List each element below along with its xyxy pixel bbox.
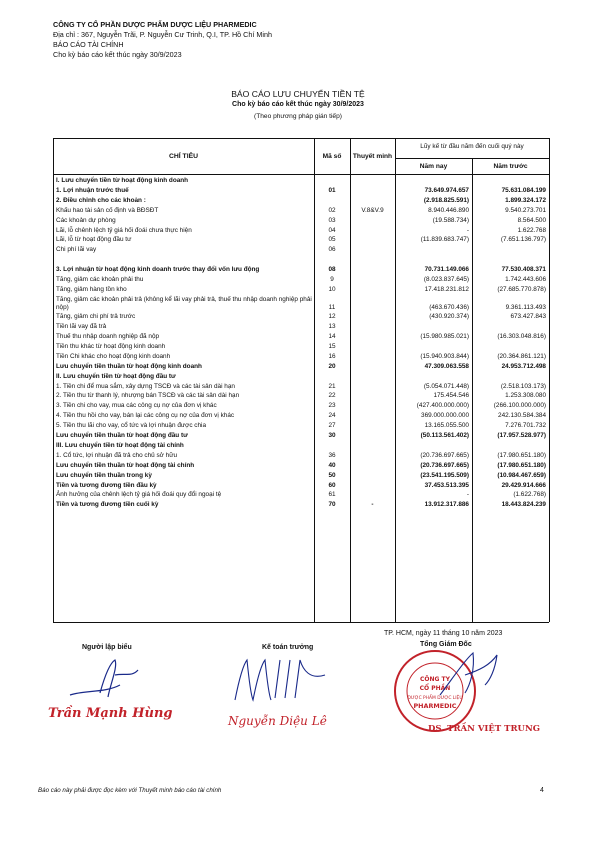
row-code: 04 bbox=[328, 226, 336, 234]
row-last-year: 673.427.843 bbox=[510, 313, 546, 321]
table-row bbox=[53, 296, 549, 313]
row-indicator: III. Lưu chuyển tiền từ hoạt động tài chính bbox=[56, 441, 184, 449]
row-last-year: 75.631.084.199 bbox=[501, 186, 546, 194]
row-code: 14 bbox=[328, 333, 336, 340]
signature-date: TP. HCM, ngày 11 tháng 10 năm 2023 bbox=[384, 630, 503, 637]
report-period: Cho kỳ báo cáo kết thúc ngày 30/9/2023 bbox=[53, 50, 182, 59]
table-row bbox=[53, 402, 549, 412]
report-subtitle: Cho kỳ báo cáo kết thúc ngày 30/9/2023 bbox=[232, 101, 364, 108]
preparer-signature bbox=[60, 655, 160, 705]
table-row bbox=[53, 266, 549, 276]
row-code: 06 bbox=[328, 246, 336, 254]
row-this-year: 47.309.063.558 bbox=[424, 362, 469, 370]
row-this-year: (19.588.734) bbox=[432, 216, 469, 224]
table-row bbox=[53, 373, 549, 383]
row-this-year: (15.980.985.021) bbox=[420, 333, 469, 340]
table-row bbox=[53, 323, 549, 333]
table-row bbox=[53, 286, 549, 296]
row-last-year: (17.980.651.180) bbox=[497, 461, 546, 469]
row-this-year: 70.731.149.066 bbox=[424, 266, 469, 274]
row-this-year: (8.023.837.645) bbox=[423, 276, 469, 283]
report-method: (Theo phương pháp gián tiếp) bbox=[254, 113, 342, 120]
svg-text:CỔ PHẦN: CỔ PHẦN bbox=[419, 685, 451, 692]
row-indicator: Tiền Chi khác cho hoạt động kinh doanh bbox=[56, 352, 171, 360]
row-last-year: 9.540.273.701 bbox=[505, 206, 546, 214]
row-last-year: 1.253.308.080 bbox=[505, 392, 546, 400]
svg-text:CÔNG TY: CÔNG TY bbox=[420, 676, 450, 683]
row-last-year: 24.953.712.498 bbox=[501, 362, 546, 370]
row-code: 10 bbox=[328, 285, 336, 293]
row-code: 70 bbox=[328, 501, 336, 509]
row-last-year: (16.303.048.816) bbox=[497, 333, 546, 340]
table-row bbox=[53, 491, 549, 501]
row-this-year: 175.454.546 bbox=[433, 392, 469, 400]
row-indicator: Ảnh hưởng của chênh lệch tỷ giá hối đoái quy đổi ngoại tệ bbox=[56, 491, 222, 499]
row-last-year: 29.429.914.666 bbox=[501, 481, 546, 489]
header-last-year: Năm trước bbox=[493, 163, 528, 170]
row-code: 15 bbox=[328, 342, 336, 350]
row-code: 30 bbox=[328, 432, 336, 439]
row-code: 36 bbox=[328, 451, 336, 459]
director-signature bbox=[435, 645, 515, 705]
table-row bbox=[53, 313, 549, 323]
row-indicator: I. Lưu chuyển tiền từ hoạt động kinh doanh bbox=[56, 177, 189, 184]
table-row bbox=[53, 432, 549, 442]
accountant-title: Kế toán trưởng bbox=[262, 644, 314, 651]
director-name: DS. TRẦN VIỆT TRUNG bbox=[428, 724, 541, 734]
report-type: BÁO CÁO TÀI CHÍNH bbox=[53, 40, 124, 49]
row-this-year: (11.839.683.747) bbox=[420, 236, 469, 244]
table-row bbox=[53, 187, 549, 197]
row-indicator: 1. Cổ tức, lợi nhuận đã trả cho chủ sở hữu bbox=[56, 451, 178, 459]
row-code: 23 bbox=[328, 402, 336, 410]
table-row bbox=[53, 177, 549, 187]
row-code: 13 bbox=[328, 323, 336, 331]
table-row bbox=[53, 256, 549, 266]
row-code: 27 bbox=[328, 422, 336, 430]
row-last-year: (266.100.000.000) bbox=[493, 402, 546, 410]
table-row bbox=[53, 383, 549, 393]
row-this-year: - bbox=[466, 226, 469, 234]
row-indicator: Lưu chuyển tiền thuần từ hoạt động kinh doanh bbox=[56, 362, 202, 370]
row-last-year: 77.530.408.371 bbox=[501, 266, 546, 274]
row-indicator: 2. Tiền thu từ thanh lý, nhượng bán TSCĐ và các tài sản dài hạn bbox=[56, 392, 240, 400]
row-code: 20 bbox=[328, 362, 336, 370]
row-last-year: 242.130.584.384 bbox=[498, 412, 546, 420]
table-row bbox=[53, 246, 549, 256]
company-name: CÔNG TY CỔ PHẦN DƯỢC PHẨM DƯỢC LIỆU PHARMEDIC bbox=[53, 20, 257, 29]
row-indicator: Tiền lãi vay đã trả bbox=[56, 323, 107, 331]
table-right-border bbox=[549, 138, 550, 622]
row-code: 24 bbox=[328, 412, 336, 420]
header-this-year: Năm nay bbox=[419, 163, 448, 170]
row-indicator: Khấu hao tài sản cố định và BĐSĐT bbox=[56, 206, 159, 214]
row-code: 21 bbox=[328, 382, 336, 390]
table-row bbox=[53, 236, 549, 246]
table-row bbox=[53, 363, 549, 373]
row-this-year: 13.165.055.500 bbox=[424, 422, 469, 430]
row-code: 9 bbox=[330, 276, 334, 283]
row-indicator: Thuế thu nhập doanh nghiệp đã nộp bbox=[56, 333, 160, 340]
row-indicator: Chi phí lãi vay bbox=[56, 246, 97, 254]
preparer-title: Người lập biểu bbox=[82, 644, 132, 651]
row-last-year: (27.685.770.878) bbox=[497, 285, 546, 293]
table-top-border bbox=[53, 138, 549, 139]
table-row bbox=[53, 227, 549, 237]
row-indicator: Tăng, giảm các khoản phải trả (không kể lãi vay phải trả, thuế thu nhập doanh nghiệp phải nộp) bbox=[56, 295, 312, 311]
row-last-year: (20.364.861.121) bbox=[497, 352, 546, 360]
row-indicator: Tiền và tương đương tiền đầu kỳ bbox=[56, 481, 157, 489]
table-row bbox=[53, 442, 549, 452]
row-last-year: 1.622.768 bbox=[517, 226, 546, 234]
footer-note: Báo cáo này phải được đọc kèm với Thuyết minh báo cáo tài chính bbox=[38, 787, 222, 794]
report-title: BÁO CÁO LƯU CHUYỂN TIỀN TỆ bbox=[231, 89, 365, 99]
row-this-year: (15.940.903.844) bbox=[420, 352, 469, 360]
company-header bbox=[53, 20, 272, 60]
row-this-year: (2.918.825.591) bbox=[423, 196, 469, 204]
row-last-year: (1.622.768) bbox=[513, 491, 546, 499]
row-this-year: (427.400.000.000) bbox=[416, 402, 469, 410]
table-row bbox=[53, 482, 549, 492]
row-this-year: (23.541.195.509) bbox=[420, 471, 469, 479]
table-row bbox=[53, 412, 549, 422]
row-last-year: 8.564.500 bbox=[517, 216, 546, 224]
row-code: 01 bbox=[328, 186, 336, 194]
table-row bbox=[53, 343, 549, 353]
row-this-year: 8.940.446.890 bbox=[428, 206, 469, 214]
row-code: 11 bbox=[328, 303, 336, 311]
row-indicator: Lãi, lỗ chênh lệch tỷ giá hối đoái chưa thực hiện bbox=[56, 226, 192, 234]
row-code: 16 bbox=[328, 352, 336, 360]
row-last-year: (17.980.651.180) bbox=[497, 451, 546, 459]
table-bottom-border bbox=[53, 622, 549, 623]
company-address: Địa chỉ : 367, Nguyễn Trãi, P. Nguyễn Cư Trinh, Q.I, TP. Hồ Chí Minh bbox=[53, 30, 272, 39]
row-indicator: Tiền và tương đương tiền cuối kỳ bbox=[56, 501, 159, 509]
row-this-year: (50.113.561.402) bbox=[420, 432, 469, 439]
row-indicator: Lãi, lỗ từ hoạt động đầu tư bbox=[56, 236, 132, 244]
row-code: 60 bbox=[328, 481, 336, 489]
row-indicator: Lưu chuyển tiền thuần từ hoạt động đầu tư bbox=[56, 432, 188, 439]
svg-text:DƯỢC PHẨM DƯỢC LIỆU: DƯỢC PHẨM DƯỢC LIỆU bbox=[407, 696, 463, 701]
row-last-year: (17.957.528.977) bbox=[497, 432, 546, 439]
accountant-signature bbox=[225, 650, 335, 710]
row-indicator: Tăng, giảm chi phí trả trước bbox=[56, 313, 136, 321]
row-indicator: Tăng, giảm các khoản phải thu bbox=[56, 276, 144, 283]
row-indicator: 2. Điều chỉnh cho các khoản : bbox=[56, 196, 146, 204]
row-indicator: Lưu chuyển tiền thuần từ hoạt động tài chính bbox=[56, 461, 195, 469]
row-this-year: 37.453.513.395 bbox=[424, 481, 469, 489]
row-last-year: (2.518.103.173) bbox=[500, 382, 546, 390]
table-row bbox=[53, 207, 549, 217]
row-this-year: 73.649.974.657 bbox=[424, 186, 469, 194]
table-row bbox=[53, 217, 549, 227]
row-code: 12 bbox=[328, 313, 336, 321]
row-code: 03 bbox=[328, 216, 336, 224]
table-row bbox=[53, 333, 549, 343]
table-row bbox=[53, 501, 549, 511]
header-note: Thuyết minh bbox=[352, 153, 393, 160]
header-code: Mã số bbox=[322, 153, 342, 160]
row-this-year: (20.736.697.665) bbox=[420, 451, 469, 459]
table-row bbox=[53, 472, 549, 482]
row-indicator: Các khoản dự phòng bbox=[56, 216, 116, 224]
row-this-year: (5.054.071.448) bbox=[423, 382, 469, 390]
table-row bbox=[53, 276, 549, 286]
preparer-name: Trần Mạnh Hùng bbox=[48, 706, 173, 721]
table-row bbox=[53, 197, 549, 207]
row-code: 05 bbox=[328, 236, 336, 244]
row-code: 40 bbox=[328, 461, 336, 469]
table-row bbox=[53, 353, 549, 363]
row-indicator: 5. Tiền thu lãi cho vay, cổ tức và lợi nhuận được chia bbox=[56, 422, 207, 430]
svg-text:PHARMEDIC: PHARMEDIC bbox=[413, 702, 457, 710]
row-last-year: 18.443.824.239 bbox=[501, 501, 546, 509]
row-code: 61 bbox=[328, 491, 336, 499]
row-indicator: 4. Tiền thu hồi cho vay, bán lại các công cụ nợ của đơn vị khác bbox=[56, 412, 235, 420]
row-last-year: 1.742.443.606 bbox=[505, 276, 546, 283]
row-code: 08 bbox=[328, 266, 336, 274]
row-this-year: - bbox=[466, 491, 469, 499]
director-title: Tổng Giám Đốc bbox=[420, 641, 472, 648]
page-number: 4 bbox=[540, 787, 544, 794]
accountant-name: Nguyễn Diệu Lê bbox=[228, 714, 327, 728]
table-header-border bbox=[53, 174, 549, 175]
table-row bbox=[53, 422, 549, 432]
row-indicator: II. Lưu chuyển tiền từ hoạt động đầu tư bbox=[56, 372, 176, 380]
row-indicator: Tăng, giảm hàng tồn kho bbox=[56, 285, 127, 293]
row-indicator: 1. Lợi nhuận trước thuế bbox=[56, 186, 129, 194]
row-this-year: 17.418.231.812 bbox=[424, 285, 469, 293]
row-this-year: 13.912.317.886 bbox=[424, 501, 469, 509]
row-note: - bbox=[371, 501, 374, 509]
row-this-year: (20.736.697.665) bbox=[420, 461, 469, 469]
row-indicator: Tiền thu khác từ hoạt động kinh doanh bbox=[56, 342, 166, 350]
table-row bbox=[53, 462, 549, 472]
row-this-year: (430.920.374) bbox=[429, 313, 469, 321]
row-code: 50 bbox=[328, 471, 336, 479]
row-this-year: (463.670.436) bbox=[429, 303, 469, 311]
row-last-year: 1.899.324.172 bbox=[505, 196, 546, 204]
row-indicator: 3. Lợi nhuận từ hoạt động kinh doanh trước thay đổi vốn lưu động bbox=[56, 266, 260, 274]
row-this-year: 369.000.000.000 bbox=[421, 412, 469, 420]
table-row bbox=[53, 392, 549, 402]
row-last-year: 9.361.113.493 bbox=[505, 303, 546, 311]
row-code: 02 bbox=[328, 206, 336, 214]
row-indicator: Lưu chuyển tiền thuần trong kỳ bbox=[56, 471, 152, 479]
header-accumulated: Lũy kế từ đầu năm đến cuối quý này bbox=[420, 143, 524, 150]
row-note: V.8&V.9 bbox=[361, 206, 384, 214]
row-last-year: (7.651.136.797) bbox=[500, 236, 546, 244]
row-indicator: 3. Tiền chi cho vay, mua các công cụ nợ của đơn vị khác bbox=[56, 402, 217, 410]
table-row bbox=[53, 452, 549, 462]
row-indicator: 1. Tiền chi để mua sắm, xây dựng TSCĐ và các tài sản dài hạn bbox=[56, 382, 235, 390]
row-last-year: 7.276.701.732 bbox=[505, 422, 546, 430]
row-code: 22 bbox=[328, 392, 336, 400]
row-last-year: (10.984.467.659) bbox=[497, 471, 546, 479]
header-indicator: CHỈ TIÊU bbox=[168, 153, 199, 160]
